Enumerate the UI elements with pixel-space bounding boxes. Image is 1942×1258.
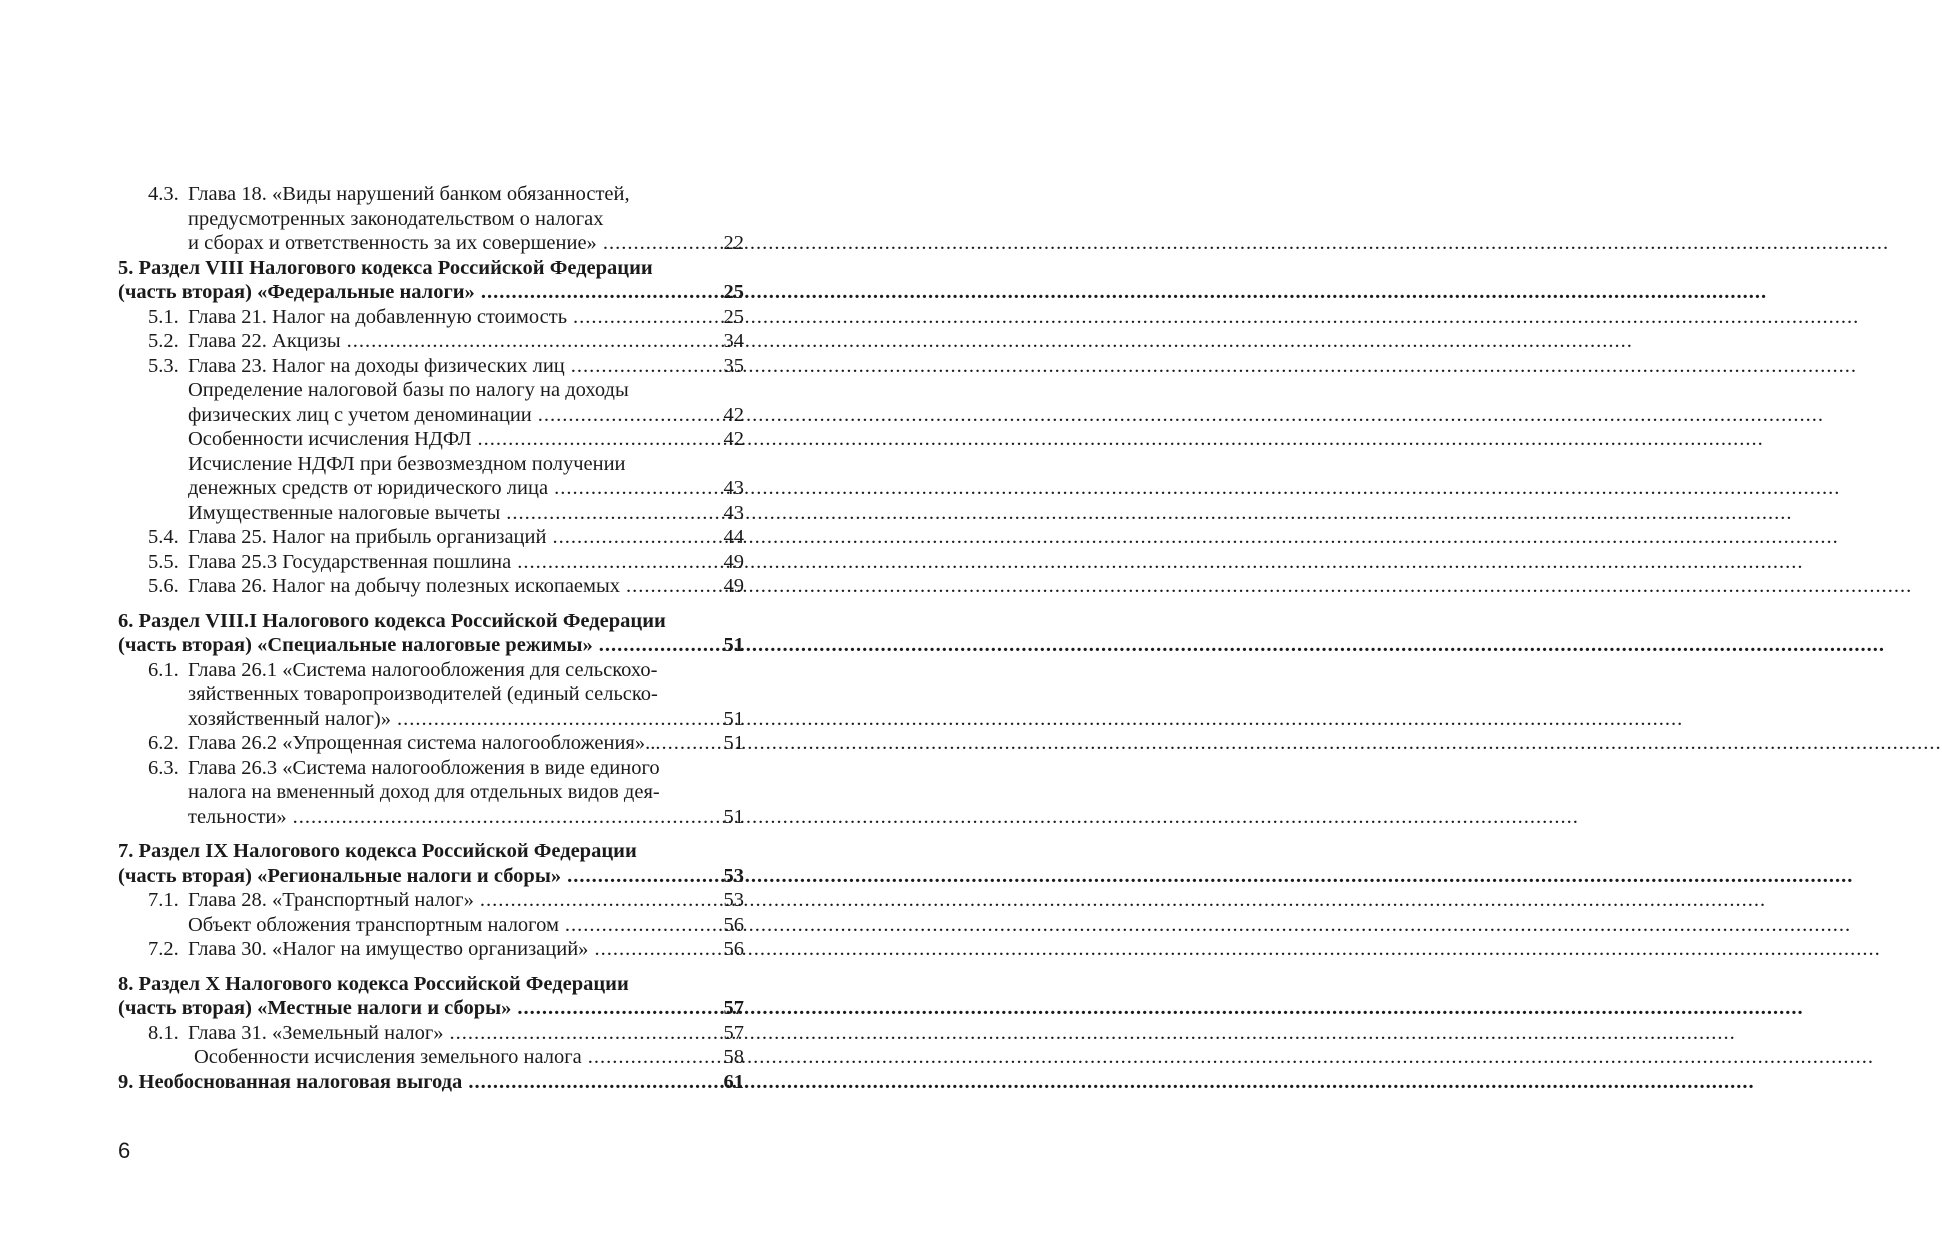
dot-leader — [506, 501, 720, 526]
entry-number: 5.4. — [148, 526, 179, 548]
toc-entry-6-3 — [118, 756, 744, 781]
page-ref: 49 — [723, 550, 744, 573]
dot-leader — [626, 574, 720, 599]
subentry-title: Особенности исчисления земельного налога — [194, 1046, 582, 1068]
toc-entry-5-5 — [118, 550, 744, 575]
toc-entry-5-3 — [118, 354, 744, 379]
dot-leader — [573, 305, 720, 330]
toc-subentry-3-last — [118, 476, 744, 501]
toc-entry-8-1 — [118, 1021, 744, 1046]
page-ref: 53 — [723, 889, 744, 911]
entry-title: Глава 28. «Транспортный налог» — [188, 889, 474, 911]
entry-number: 5.6. — [148, 575, 179, 597]
page-ref: 42 — [723, 428, 744, 450]
dot-leader — [347, 329, 721, 354]
toc-section-9 — [118, 1070, 744, 1095]
section-title: 5. Раздел VIII Налогового кодекса Российской Федерации — [118, 256, 653, 279]
entry-number: 5.5. — [148, 550, 179, 573]
dot-leader — [599, 633, 721, 658]
subentry-title-cont: денежных средств от юридического лица — [188, 477, 549, 499]
entry-title-cont: предусмотренных законодательством о налогах — [188, 207, 604, 230]
page-ref: 42 — [723, 403, 744, 426]
dot-leader — [552, 525, 720, 550]
entry-title: Глава 22. Акцизы — [188, 330, 341, 352]
page-ref: 25 — [723, 305, 744, 328]
subentry-title: Особенности исчисления НДФЛ — [188, 428, 472, 450]
entry-number: 5.2. — [148, 330, 179, 352]
page-ref: 61 — [723, 1070, 744, 1093]
page-ref: 57 — [723, 1021, 744, 1044]
dot-leader — [567, 864, 720, 889]
toc-section-7-last — [118, 864, 744, 889]
toc-entry-4-3-last — [118, 231, 744, 256]
toc-entry-5-6 — [118, 574, 744, 599]
toc-subentry-3 — [118, 452, 744, 477]
entry-title: Глава 30. «Налог на имущество организаций» — [188, 938, 589, 960]
toc-entry-7-1 — [118, 888, 744, 913]
entry-title: Глава 21. Налог на добавленную стоимость — [188, 305, 568, 328]
toc-entry-4-3 — [118, 182, 744, 207]
page-ref: 49 — [723, 575, 744, 597]
subentry-title: Объект обложения транспортным налогом — [188, 913, 559, 936]
toc-section-6 — [118, 609, 744, 634]
page-ref: 56 — [723, 938, 744, 960]
page-ref: 44 — [723, 526, 744, 548]
entry-title-cont: хозяйственный налог)» — [188, 707, 391, 730]
section-gap — [118, 962, 744, 972]
dot-leader — [477, 427, 720, 452]
toc-entry-5-2 — [118, 329, 744, 354]
dot-leader — [594, 937, 720, 962]
entry-title: Глава 26. Налог на добычу полезных ископаемых — [188, 575, 621, 597]
dot-leader — [588, 1045, 721, 1070]
entry-title-cont: тельности» — [188, 805, 287, 828]
dot-leader — [554, 476, 720, 501]
entry-title: Глава 26.2 «Упрощенная система налогообложения».. — [188, 732, 656, 754]
toc-section-7 — [118, 839, 744, 864]
section-title: 6. Раздел VIII.I Налогового кодекса Российской Федерации — [118, 609, 666, 632]
entry-number: 8.1. — [148, 1021, 179, 1044]
entry-number: 6.3. — [148, 756, 179, 779]
entry-number: 6.1. — [148, 658, 179, 681]
toc-section-8-last — [118, 996, 744, 1021]
toc-section-5 — [118, 256, 744, 281]
dot-leader — [397, 707, 721, 732]
dot-leader — [480, 888, 721, 913]
entry-title-cont: зяйственных товаропроизводителей (единый сельско- — [188, 683, 658, 705]
page-ref: 51 — [723, 634, 744, 656]
toc-subentry-1 — [118, 378, 744, 403]
toc-section-8 — [118, 972, 744, 997]
dot-leader — [538, 403, 721, 428]
dot-leader — [481, 280, 721, 305]
section-title: 7. Раздел IX Налогового кодекса Российской Федерации — [118, 840, 637, 862]
subentry-title: Определение налоговой базы по налогу на доходы — [188, 379, 629, 401]
entry-title: Глава 31. «Земельный налог» — [188, 1021, 444, 1044]
section-title-cont: (часть вторая) «Федеральные налоги» — [118, 281, 475, 303]
page-ref: 58 — [723, 1046, 744, 1068]
dot-leader — [603, 231, 721, 256]
toc-entry-6-3-cont — [118, 780, 744, 805]
page-ref: 57 — [723, 997, 744, 1019]
toc-entry-6-1-last — [118, 707, 744, 732]
entry-number: 5.3. — [148, 354, 179, 377]
page-ref: 56 — [723, 913, 744, 936]
toc-subentry-6 — [118, 1045, 744, 1070]
dot-leader — [450, 1021, 721, 1046]
section-title-cont: (часть вторая) «Местные налоги и сборы» — [118, 997, 512, 1019]
entry-title: Глава 23. Налог на доходы физических лиц — [188, 354, 565, 377]
section-title: 9. Необоснованная налоговая выгода — [118, 1070, 463, 1093]
subentry-title-cont: физических лиц с учетом деноминации — [188, 403, 532, 426]
toc-subentry-4 — [118, 501, 744, 526]
toc-subentry-1-last — [118, 403, 744, 428]
toc-subentry-2 — [118, 427, 744, 452]
entry-title: Глава 26.3 «Система налогообложения в виде единого — [188, 756, 660, 779]
toc-entry-6-1-cont — [118, 682, 744, 707]
dot-leader — [517, 550, 720, 575]
dot-leader — [655, 731, 719, 756]
entry-title: Глава 18. «Виды нарушений банком обязанностей, — [188, 183, 630, 205]
section-gap — [118, 829, 744, 839]
entry-title: Глава 25.3 Государственная пошлина — [188, 550, 512, 573]
toc-entry-4-3-cont — [118, 207, 744, 232]
page-ref: 51 — [723, 805, 744, 828]
entry-title: Глава 26.1 «Система налогообложения для сельскохо- — [188, 658, 658, 681]
entry-title-cont: и сборах и ответственность за их совершение» — [188, 232, 597, 254]
dot-leader — [517, 996, 720, 1021]
dot-leader — [293, 805, 721, 830]
dot-leader — [571, 354, 721, 379]
toc-entry-5-4 — [118, 525, 744, 550]
section-title-cont: (часть вторая) «Региональные налоги и сборы» — [118, 864, 562, 887]
page-ref: 35 — [723, 354, 744, 377]
table-of-contents — [118, 182, 744, 1094]
toc-subentry-5 — [118, 913, 744, 938]
toc-entry-6-2 — [118, 731, 744, 756]
page-ref: 51 — [723, 707, 744, 730]
page-ref: 53 — [723, 864, 744, 887]
section-gap — [118, 599, 744, 609]
page-ref: 43 — [723, 501, 744, 524]
entry-number: 7.1. — [148, 889, 179, 911]
subentry-title: Исчисление НДФЛ при безвозмездном получении — [188, 452, 626, 475]
toc-entry-5-1 — [118, 305, 744, 330]
dot-leader — [565, 913, 721, 938]
page-number: 6 — [118, 1138, 131, 1163]
toc-section-5-last — [118, 280, 744, 305]
toc-entry-6-1 — [118, 658, 744, 683]
entry-title-cont: налога на вмененный доход для отдельных видов дея- — [188, 781, 660, 803]
toc-entry-7-2 — [118, 937, 744, 962]
page-ref: 22 — [723, 232, 744, 254]
entry-title: Глава 25. Налог на прибыль организаций — [188, 526, 547, 548]
page-ref: 43 — [723, 477, 744, 499]
toc-section-6-last — [118, 633, 744, 658]
entry-number: 7.2. — [148, 938, 179, 960]
toc-entry-6-3-last — [118, 805, 744, 830]
page-ref: 34 — [723, 330, 744, 352]
subentry-title: Имущественные налоговые вычеты — [188, 501, 501, 524]
page-ref: 51 — [723, 732, 744, 754]
entry-number: 6.2. — [148, 732, 179, 754]
dot-leader — [468, 1070, 720, 1095]
entry-number: 5.1. — [148, 305, 179, 328]
entry-number: 4.3. — [148, 183, 179, 205]
page-ref: 25 — [723, 281, 744, 303]
section-title-cont: (часть вторая) «Специальные налоговые режимы» — [118, 634, 593, 656]
section-title: 8. Раздел X Налогового кодекса Российской Федерации — [118, 972, 629, 995]
